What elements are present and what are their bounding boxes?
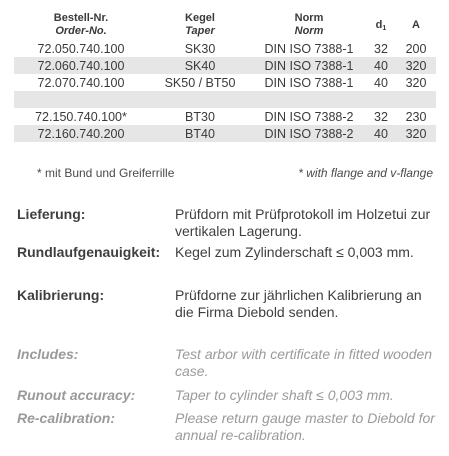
cell-d1: 40: [374, 126, 388, 141]
spec-label: Lieferung:: [17, 206, 86, 222]
cell-d1: 32: [374, 109, 388, 124]
table-divider-row: [14, 91, 436, 108]
spec-value: Test arbor with certificate in fitted wooden case.: [175, 346, 433, 379]
footnote-de: * mit Bund und Greiferrille: [37, 166, 175, 180]
header-order-de: Bestell-Nr.: [53, 12, 109, 24]
cell-order: 72.150.740.100*: [35, 109, 127, 124]
header-d-sub: 1: [382, 25, 387, 32]
spec-label: Runout accuracy:: [17, 387, 136, 403]
cell-order: 72.060.740.100: [37, 58, 125, 73]
header-d-main: d: [375, 19, 383, 31]
cell-d1: 32: [374, 41, 388, 56]
cell-norm: DIN ISO 7388-1: [264, 41, 354, 56]
cell-a: 200: [405, 41, 427, 56]
header-taper-en: Taper: [185, 25, 215, 37]
header-order-no: [14, 12, 148, 38]
cell-taper: BT30: [185, 109, 215, 124]
cell-taper: SK50 / BT50: [164, 75, 236, 90]
header-order-en: Order-No.: [55, 25, 107, 37]
header-taper: [148, 12, 252, 38]
spec-value: Kegel zum Zylinderschaft ≤ 0,003 mm.: [175, 244, 414, 260]
spec-value: Taper to cylinder shaft ≤ 0,003 mm.: [175, 387, 394, 403]
header-a: [396, 12, 436, 32]
header-taper-de: Kegel: [185, 12, 215, 24]
table-row: [14, 108, 436, 125]
table-row: [14, 57, 436, 74]
cell-a: 230: [405, 109, 427, 124]
table-row: [14, 74, 436, 91]
header-a-label: A: [412, 19, 420, 31]
cell-order: 72.050.740.100: [37, 41, 125, 56]
product-table: [14, 8, 436, 142]
cell-order: 72.160.740.200: [37, 126, 125, 141]
header-d1: [366, 12, 396, 35]
spec-label: Re-calibration:: [17, 410, 116, 426]
spec-label: Includes:: [17, 346, 79, 362]
cell-taper: SK30: [184, 41, 216, 56]
cell-a: 320: [405, 58, 427, 73]
footnote-en: * with flange and v-flange: [298, 166, 433, 180]
spec-value: Prüfdorne zur jährlichen Kalibrierung an die Firma Diebold senden.: [175, 287, 422, 320]
cell-norm: DIN ISO 7388-2: [264, 109, 354, 124]
cell-d1: 40: [374, 75, 388, 90]
spec-label: Kalibrierung:: [17, 287, 105, 303]
spec-label: Rundlaufgenauigkeit:: [17, 244, 161, 260]
table-header: [14, 8, 436, 40]
cell-taper: SK40: [184, 58, 216, 73]
cell-a: 320: [405, 126, 427, 141]
table-row: [14, 40, 436, 57]
spec-value: Prüfdorn mit Prüfprotokoll im Holzetui zur vertikalen Lagerung.: [175, 206, 431, 239]
cell-order: 72.070.740.100: [37, 75, 125, 90]
spec-value: Please return gauge master to Diebold for annual re-calibration.: [175, 410, 435, 443]
table-row: [14, 125, 436, 142]
cell-norm: DIN ISO 7388-2: [264, 126, 354, 141]
cell-a: 320: [405, 75, 427, 90]
header-norm: [252, 12, 366, 38]
header-norm-de: Norm: [294, 12, 324, 24]
cell-norm: DIN ISO 7388-1: [264, 75, 354, 90]
cell-d1: 40: [374, 58, 388, 73]
cell-taper: BT40: [185, 126, 215, 141]
cell-norm: DIN ISO 7388-1: [264, 58, 354, 73]
header-norm-en: Norm: [294, 25, 324, 37]
